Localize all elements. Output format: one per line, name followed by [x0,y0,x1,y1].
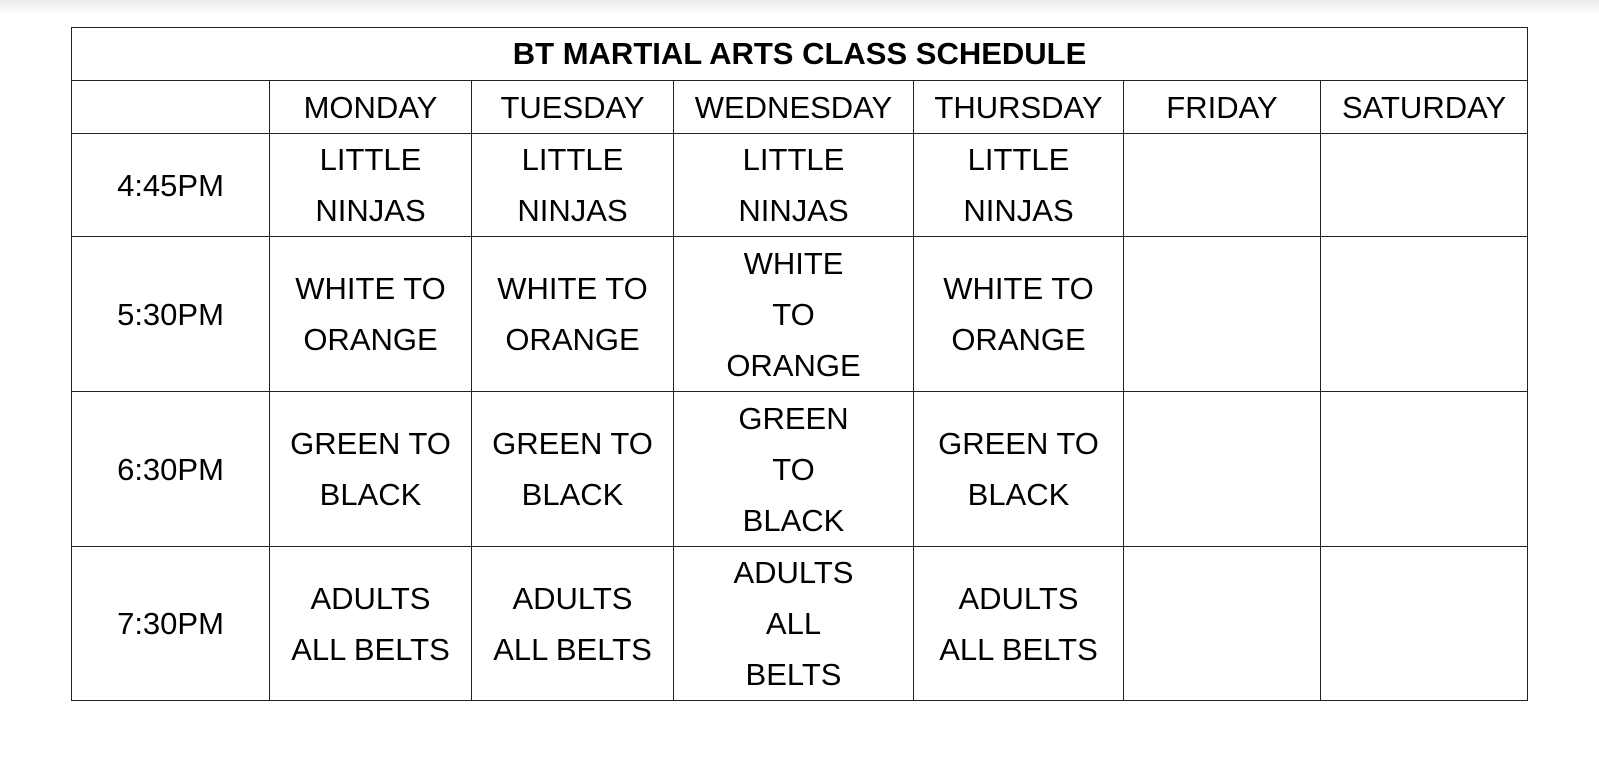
class-line: WHITE TO [497,271,648,306]
class-line: ADULTS [958,580,1079,616]
class-cell-tuesday [472,237,674,392]
header-corner-cell [72,81,270,134]
time-cell: 4:45PM [72,134,270,237]
class-line: GREEN TO [492,426,653,461]
class-cell-tuesday [472,392,674,547]
class-line: ADULTS [310,580,431,616]
class-cell-friday-empty [1124,392,1321,547]
class-cell-wednesday [674,237,914,392]
class-line: LITTLE [319,142,422,177]
time-cell: 7:30PM [72,547,270,701]
class-cell-thursday [914,392,1124,547]
class-cell-thursday [914,237,1124,392]
day-header-row [72,81,1528,134]
class-line: GREEN TO [938,426,1099,461]
class-line: NINJAS [517,193,628,228]
day-header-tuesday: TUESDAY [472,81,674,134]
day-header-thursday: THURSDAY [914,81,1124,134]
class-line: LITTLE [742,142,845,177]
class-cell-thursday [914,547,1124,701]
class-line: ORANGE [505,322,640,357]
class-cell-monday [270,237,472,392]
schedule-row [72,392,1528,547]
class-line: ADULTS [512,580,633,616]
class-line: ALL BELTS [291,631,450,667]
class-cell-tuesday [472,134,674,237]
class-cell-friday-empty [1124,237,1321,392]
class-cell-saturday-empty [1321,134,1528,237]
class-cell-monday [270,547,472,701]
class-line: BLACK [742,502,845,538]
class-cell-wednesday [674,134,914,237]
class-cell-monday [270,134,472,237]
class-line: BLACK [521,477,624,512]
class-cell-thursday [914,134,1124,237]
class-line: BLACK [319,477,422,512]
class-line: TO [772,451,815,487]
class-cell-friday-empty [1124,547,1321,701]
class-cell-tuesday [472,547,674,701]
class-line: ORANGE [726,347,861,383]
class-line: ORANGE [303,322,438,357]
class-cell-wednesday [674,392,914,547]
time-cell: 6:30PM [72,392,270,547]
class-line: WHITE TO [295,271,446,306]
class-schedule-table [71,27,1528,701]
class-line: BLACK [967,477,1070,512]
schedule-row [72,547,1528,701]
class-line: TO [772,296,815,332]
class-line: GREEN TO [290,426,451,461]
class-line: NINJAS [963,193,1074,228]
class-cell-wednesday [674,547,914,701]
class-cell-monday [270,392,472,547]
class-line: LITTLE [521,142,624,177]
class-cell-saturday-empty [1321,392,1528,547]
class-line: ALL BELTS [493,631,652,667]
class-cell-saturday-empty [1321,237,1528,392]
class-line: NINJAS [315,193,426,228]
schedule-row [72,134,1528,237]
time-cell: 5:30PM [72,237,270,392]
class-line: BELTS [745,657,842,692]
day-header-wednesday: WEDNESDAY [674,81,914,134]
page-top-shadow [0,0,1599,14]
class-line: ALL [765,606,822,641]
class-line: NINJAS [738,193,849,228]
class-cell-friday-empty [1124,134,1321,237]
class-line: WHITE TO [943,271,1094,306]
class-line: WHITE [743,245,844,281]
class-line: LITTLE [967,142,1070,177]
schedule-row [72,237,1528,392]
class-line: GREEN [738,400,849,436]
class-line: ALL BELTS [939,631,1098,667]
day-header-monday: MONDAY [270,81,472,134]
day-header-friday: FRIDAY [1124,81,1321,134]
title-row [72,28,1528,81]
class-line: ORANGE [951,322,1086,357]
class-line: ADULTS [733,555,854,590]
class-cell-saturday-empty [1321,547,1528,701]
day-header-saturday: SATURDAY [1321,81,1528,134]
schedule-title: BT MARTIAL ARTS CLASS SCHEDULE [72,28,1528,81]
